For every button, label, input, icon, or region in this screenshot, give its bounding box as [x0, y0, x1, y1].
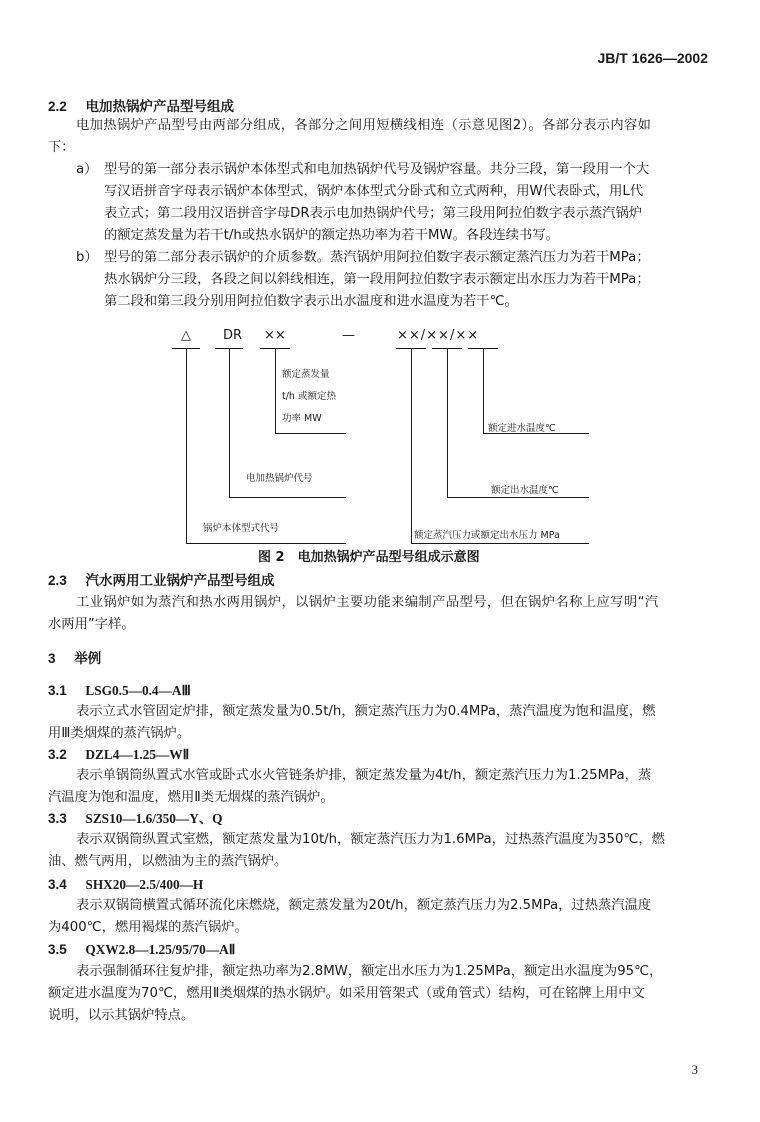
section-number: 2.2 — [48, 99, 67, 114]
example-model-code: SZS10—1.6/350—Y、Q — [85, 811, 223, 826]
paragraph-line: 表立式；第二段用汉语拼音字母DR表示电加热锅炉代号；第三段用阿拉伯数字表示蒸汽锅炉 — [104, 206, 643, 221]
figure-caption: 图 2 电加热锅炉产品型号组成示意图 — [258, 550, 480, 565]
paragraph-line: 表示强制循环往复炉排，额定热功率为2.8MW，额定出水压力为1.25MPa，额定出水温度为95℃， — [76, 964, 663, 979]
page-number: 3 — [691, 1062, 698, 1077]
label-pressure: 额定蒸汽压力或额定出水压力 MPa — [414, 530, 560, 541]
paragraph-line: 工业锅炉如为蒸汽和热水两用锅炉，以锅炉主要功能来编制产品型号，但在锅炉名称上应写明“汽 — [76, 595, 659, 610]
section-title: 举例 — [74, 651, 102, 667]
label-body-type: 锅炉本体型式代号 — [203, 523, 280, 534]
symbol-separator: — — [342, 328, 355, 343]
leader-dr — [229, 348, 230, 498]
symbol-capacity: ×× — [264, 328, 286, 343]
leader-body — [186, 348, 187, 544]
example-model-code: LSG0.5—0.4—AⅢ — [85, 683, 191, 698]
paragraph-line: 热水锅炉分三段，各段之间以斜线相连，第一段用阿拉伯数字表示额定出水压力为若干MPa； — [104, 272, 650, 287]
leader-pressure — [411, 348, 412, 544]
paragraph-line: 用Ⅲ类烟煤的蒸汽锅炉。 — [48, 726, 191, 741]
paragraph-line: 型号的第二部分表示锅炉的介质参数。蒸汽锅炉用阿拉伯数字表示额定蒸汽压力为若干MPa； — [104, 250, 650, 265]
list-marker-a: a） — [76, 162, 98, 177]
leader-capacity — [275, 348, 276, 433]
example-model-code: DZL4—1.25—WⅡ — [85, 747, 190, 762]
symbol-body-type: △ — [181, 328, 191, 343]
label-capacity: 额定蒸发量 — [282, 369, 330, 380]
list-marker-b: b） — [76, 250, 98, 265]
paragraph-line: 电加热锅炉产品型号由两部分组成，各部分之间用短横线相连（示意见图2）。各部分表示内容如 — [76, 118, 652, 133]
label-dr-code: 电加热锅炉代号 — [246, 473, 313, 484]
example-heading — [48, 744, 189, 767]
bracket-dr — [229, 497, 346, 498]
paragraph-line: 第二段和第三段分别用阿拉伯数字表示出水温度和进水温度为若干℃。 — [104, 294, 518, 309]
section-3-heading — [48, 647, 101, 667]
paragraph-line: 表示单锅筒纵置式水管或卧式水火管链条炉排，额定蒸发量为4t/h，额定蒸汽压力为1.25MPa，蒸 — [76, 768, 652, 783]
example-heading — [48, 680, 191, 703]
paragraph-line: 水两用”字样。 — [48, 617, 135, 632]
symbol-medium-params: ××/××/×× — [397, 328, 480, 343]
example-heading — [48, 874, 203, 897]
paragraph-line: 的额定蒸发量为若干t/h或热水锅炉的额定热功率为若干MW。各段连续书写。 — [104, 228, 559, 243]
paragraph-line: 写汉语拼音字母表示锅炉本体型式，锅炉本体型式分卧式和立式两种，用W代表卧式，用L代 — [104, 184, 644, 199]
section-number: 2.3 — [48, 573, 67, 588]
leader-inlet-temp — [483, 348, 484, 433]
label-capacity: 功率 MW — [282, 413, 322, 424]
paragraph-line: 额定进水温度为70℃，燃用Ⅱ类烟煤的热水锅炉。如采用管架式（或角管式）结构，可在铭牌上用中文 — [48, 986, 645, 1001]
section-title: 电加热锅炉产品型号组成 — [85, 99, 234, 115]
example-number: 3.4 — [48, 877, 67, 892]
paragraph-line: 型号的第一部分表示锅炉本体型式和电加热锅炉代号及锅炉容量。共分三段，第一段用一个大 — [104, 162, 650, 177]
paragraph-line: 表示双锅筒横置式循环流化床燃烧，额定蒸发量为20t/h，额定蒸汽压力为2.5MPa，过热蒸汽温度 — [76, 898, 652, 913]
example-number: 3.1 — [48, 683, 67, 698]
example-model-code: QXW2.8—1.25/95/70—AⅡ — [85, 942, 236, 957]
section-2-3-heading — [48, 569, 274, 589]
paragraph-line: 下： — [48, 140, 75, 155]
example-number: 3.2 — [48, 747, 67, 762]
bracket-outlet-temp — [447, 497, 589, 498]
example-model-code: SHX20—2.5/400—H — [85, 877, 204, 892]
bracket-pressure — [411, 543, 589, 544]
example-number: 3.5 — [48, 942, 67, 957]
label-capacity: t/h 或额定热 — [282, 391, 336, 402]
document-number: JB/T 1626—2002 — [597, 50, 708, 66]
example-heading — [48, 939, 235, 962]
paragraph-line: 汽温度为饱和温度，燃用Ⅱ类无烟煤的蒸汽锅炉。 — [48, 790, 334, 805]
paragraph-line: 表示立式水管固定炉排，额定蒸发量为0.5t/h，额定蒸汽压力为0.4MPa，蒸汽温度为饱和温度，燃 — [76, 704, 656, 719]
label-outlet-temp: 额定出水温度℃ — [491, 485, 559, 496]
example-number: 3.3 — [48, 811, 67, 826]
label-inlet-temp: 额定进水温度℃ — [488, 423, 556, 434]
section-2-2-heading — [48, 95, 234, 115]
bracket-body — [186, 543, 346, 544]
section-number: 3 — [48, 651, 56, 666]
example-heading — [48, 808, 222, 831]
bracket-capacity — [275, 433, 346, 434]
leader-outlet-temp — [447, 348, 448, 498]
paragraph-line: 表示双锅筒纵置式室燃，额定蒸发量为10t/h，额定蒸汽压力为1.6MPa，过热蒸汽温度为350℃，燃 — [76, 832, 665, 847]
paragraph-line: 油、燃气两用，以燃油为主的蒸汽锅炉。 — [48, 854, 288, 869]
paragraph-line: 为400℃，燃用褐煤的蒸汽锅炉。 — [48, 920, 248, 935]
section-title: 汽水两用工业锅炉产品型号组成 — [85, 573, 275, 589]
symbol-dr: DR — [223, 328, 243, 343]
paragraph-line: 说明，以示其锅炉特点。 — [48, 1008, 195, 1023]
